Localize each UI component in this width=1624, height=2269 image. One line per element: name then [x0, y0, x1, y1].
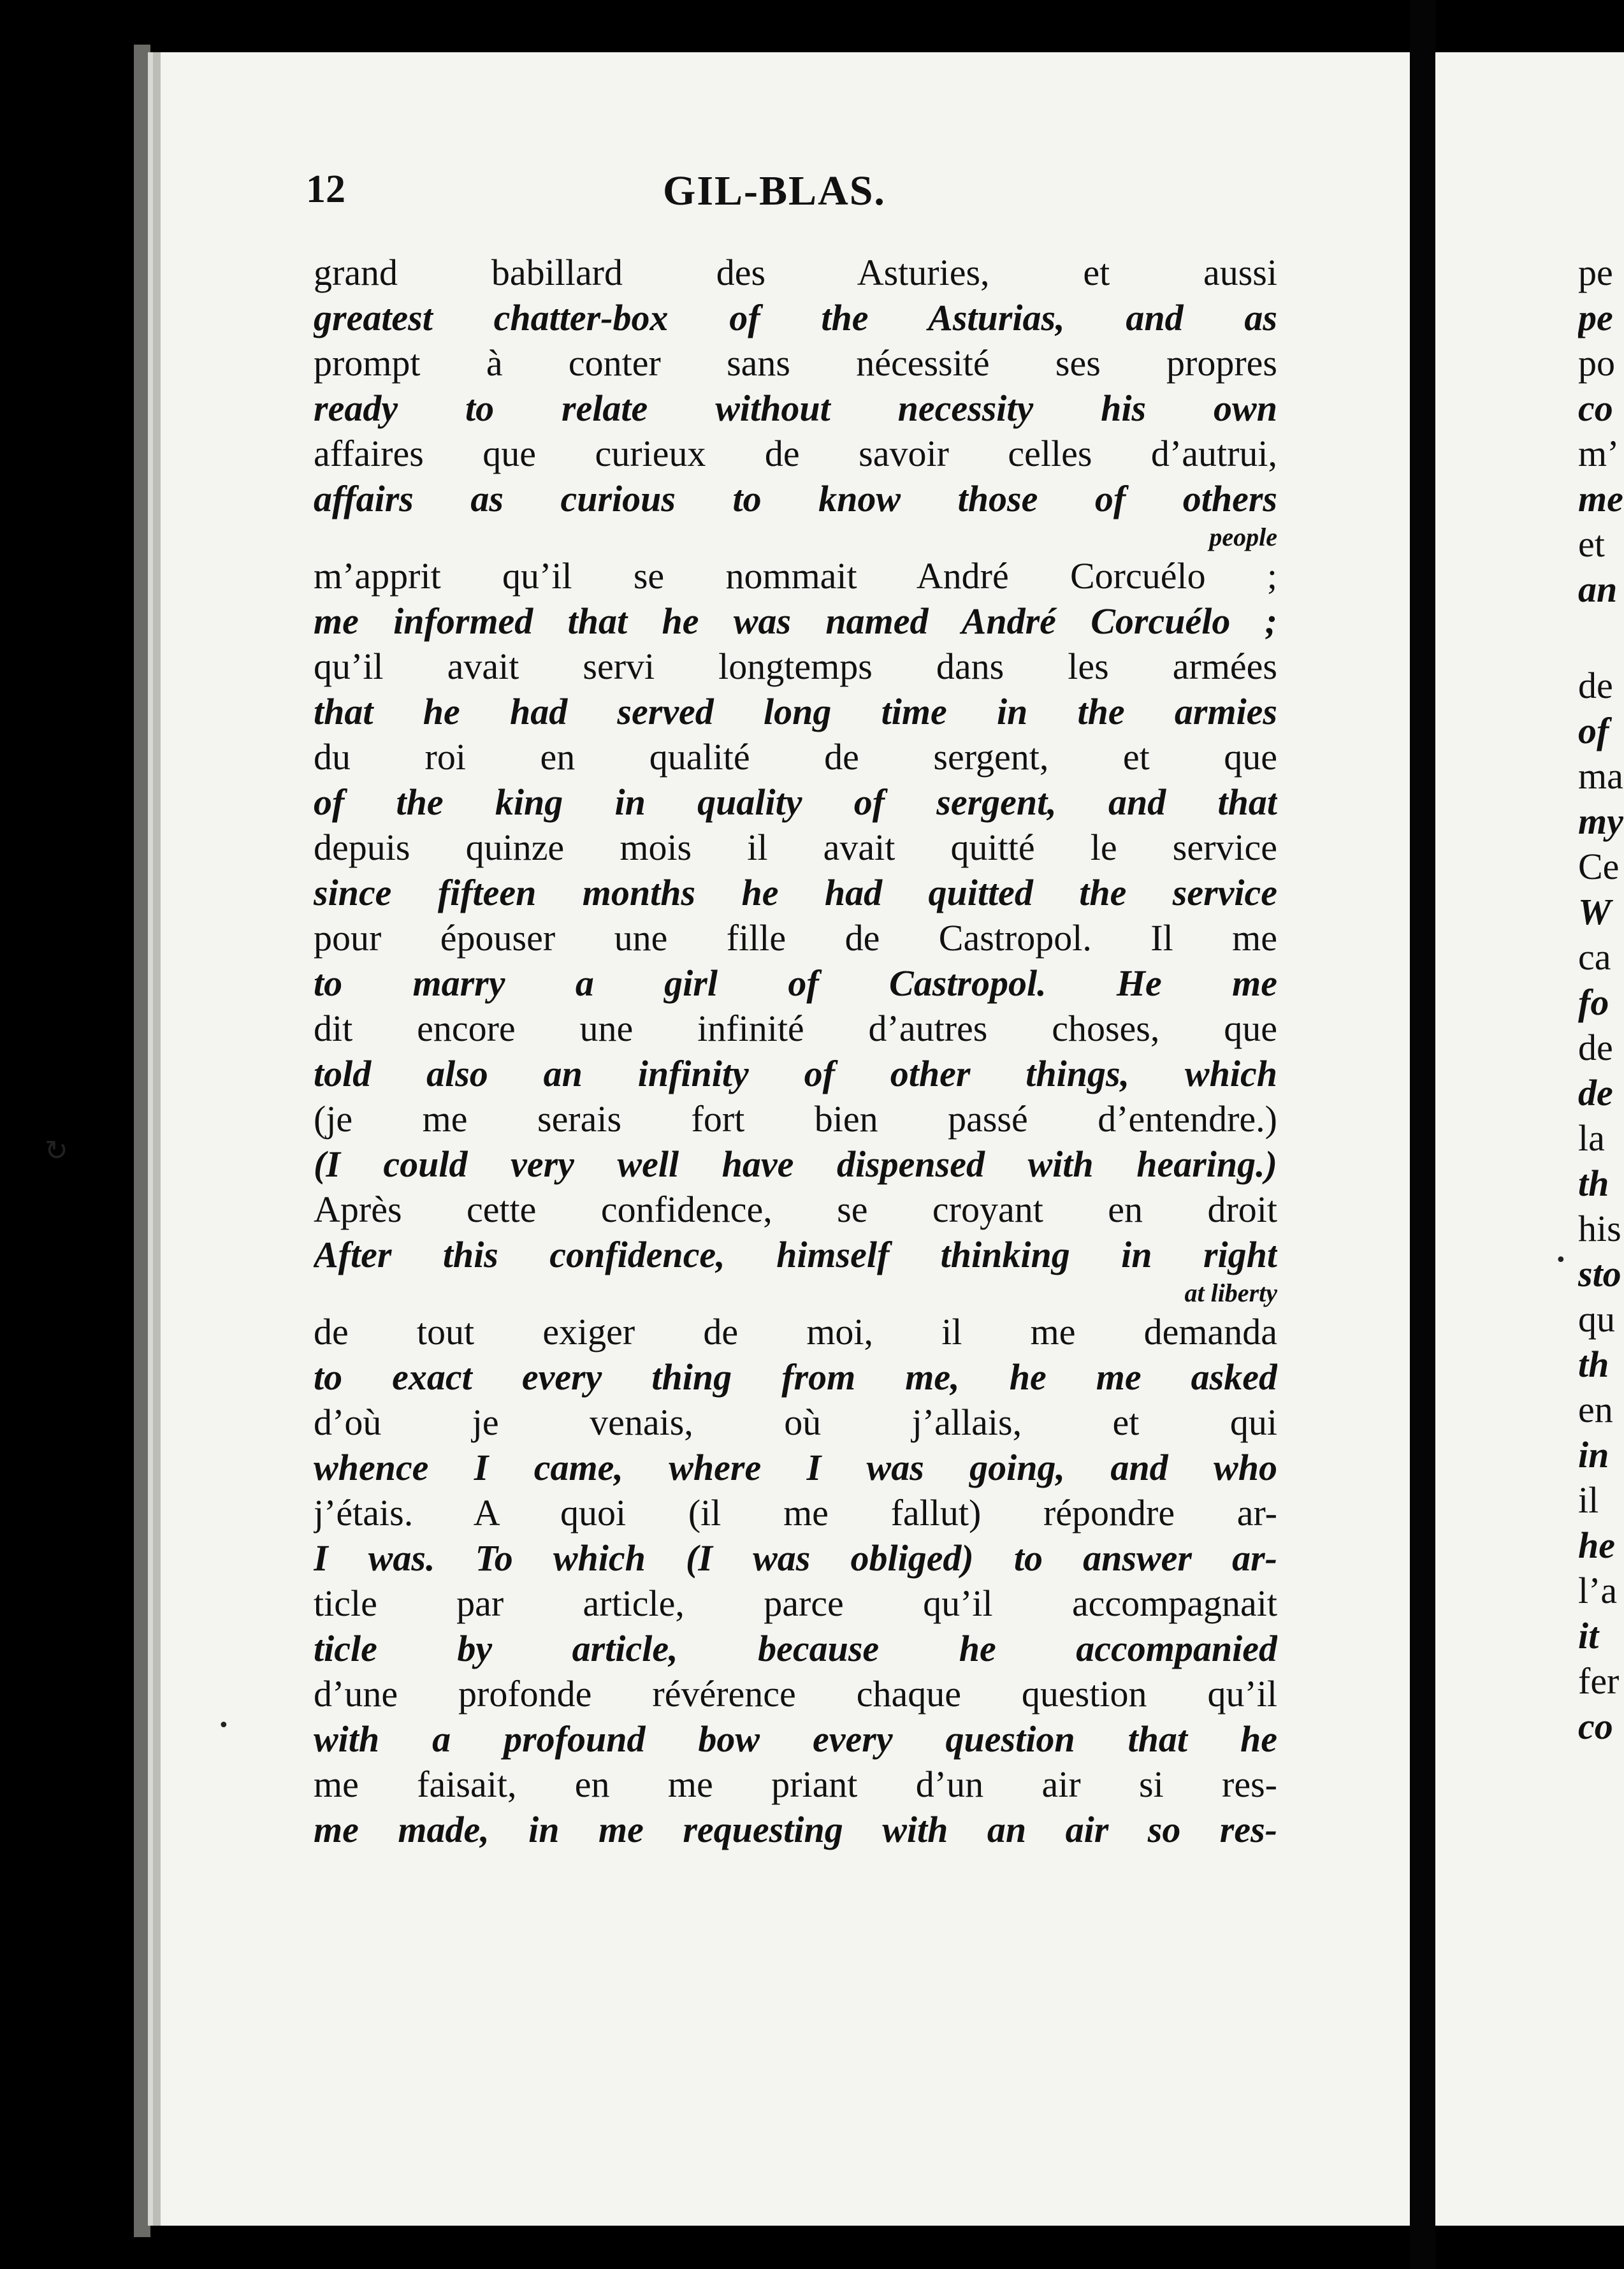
- facing-page-fragment: m’: [1578, 433, 1620, 474]
- facing-page-fragment: po: [1578, 342, 1615, 384]
- marginal-gloss: at liberty: [1184, 1279, 1277, 1307]
- facing-page-fragment: ca: [1578, 936, 1611, 978]
- french-line: d’où je venais, où j’allais, et qui: [314, 1402, 1277, 1443]
- english-gloss-line: to exact every thing from me, he me asked: [314, 1356, 1277, 1398]
- facing-page-text-fragments: [1578, 250, 1624, 1749]
- facing-page-fragment: it: [1578, 1615, 1599, 1656]
- french-line: qu’il avait servi longtemps dans les armées: [314, 646, 1277, 687]
- english-gloss-line: ticle by article, because he accompanied: [314, 1628, 1277, 1669]
- french-line: affaires que curieux de savoir celles d’autrui,: [314, 433, 1277, 474]
- facing-page-fragment: il: [1578, 1479, 1599, 1521]
- running-title: GIL-BLAS.: [663, 168, 886, 214]
- margin-mark: •: [1555, 1249, 1567, 1272]
- page-gutter: [1410, 0, 1435, 2269]
- english-gloss-line: to marry a girl of Castropol. He me: [314, 962, 1277, 1004]
- french-line: pour épouser une fille de Castropol. Il me: [314, 917, 1277, 959]
- english-gloss-line: that he had served long time in the armies: [314, 691, 1277, 732]
- facing-page-fragment: l’a: [1578, 1570, 1618, 1611]
- french-line: depuis quinze mois il avait quitté le service: [314, 827, 1277, 868]
- facing-page-fragment: fo: [1578, 982, 1609, 1023]
- english-gloss-line: whence I came, where I was going, and who: [314, 1447, 1277, 1488]
- facing-page-fragment: of: [1578, 710, 1609, 751]
- facing-page-fragment: th: [1578, 1163, 1609, 1204]
- french-line: ticle par article, parce qu’il accompagnait: [314, 1583, 1277, 1624]
- facing-page-fragment: qu: [1578, 1298, 1615, 1340]
- french-line: me faisait, en me priant d’un air si res-: [314, 1764, 1277, 1805]
- facing-page-fragment: Ce: [1578, 846, 1620, 887]
- facing-page-fragment: de: [1578, 1027, 1613, 1068]
- facing-page-fragment: an: [1578, 569, 1618, 610]
- facing-page-fragment: [1578, 612, 1624, 663]
- english-gloss-line: After this confidence, himself thinking in right: [314, 1234, 1277, 1275]
- facing-page-fragment: me: [1578, 478, 1623, 519]
- facing-page-fragment: ma: [1578, 755, 1623, 797]
- english-gloss-line: greatest chatter-box of the Asturias, and as: [314, 297, 1277, 338]
- french-line: d’une profonde révérence chaque question qu’il: [314, 1673, 1277, 1714]
- french-line: grand babillard des Asturies, et aussi: [314, 252, 1277, 293]
- facing-page-fragment: de: [1578, 665, 1613, 706]
- french-line: dit encore une infinité d’autres choses, que: [314, 1008, 1277, 1049]
- facing-page-fragment: his: [1578, 1208, 1621, 1249]
- facing-page-fragment: en: [1578, 1389, 1613, 1430]
- english-gloss-line: told also an infinity of other things, which: [314, 1053, 1277, 1094]
- french-line: du roi en qualité de sergent, et que: [314, 736, 1277, 778]
- facing-page-fragment: co: [1578, 388, 1613, 429]
- french-line: prompt à conter sans nécessité ses propres: [314, 342, 1277, 384]
- facing-page-fragment: W: [1578, 891, 1611, 932]
- interlinear-text: [314, 250, 1277, 1852]
- facing-page-fragment: sto: [1578, 1253, 1621, 1294]
- facing-page-fragment: my: [1578, 801, 1623, 842]
- english-gloss-line: affairs as curious to know those of others: [314, 478, 1277, 519]
- english-gloss-line: of the king in quality of sergent, and that: [314, 781, 1277, 823]
- facing-page-fragment: pe: [1578, 252, 1613, 293]
- margin-mark: •: [218, 1714, 229, 1737]
- english-gloss-line: with a profound bow every question that he: [314, 1718, 1277, 1760]
- margin-mark: ↻: [45, 1134, 68, 1167]
- page-header: [306, 167, 1275, 218]
- facing-page-fragment: la: [1578, 1117, 1605, 1159]
- english-gloss-line: (I could very well have dispensed with hearing.): [314, 1143, 1277, 1185]
- english-gloss-line: ready to relate without necessity his own: [314, 388, 1277, 429]
- french-line: m’apprit qu’il se nommait André Corcuélo ;: [314, 555, 1277, 597]
- facing-page-fragment: in: [1578, 1434, 1609, 1475]
- french-line: j’étais. A quoi (il me fallut) répondre ar-: [314, 1492, 1277, 1533]
- french-line: Après cette confidence, se croyant en droit: [314, 1189, 1277, 1230]
- english-gloss-line: I was. To which (I was obliged) to answer ar-: [314, 1537, 1277, 1579]
- french-line: (je me serais fort bien passé d’entendre.): [314, 1098, 1277, 1140]
- facing-page-fragment: fer: [1578, 1660, 1620, 1702]
- page-number: 12: [306, 168, 345, 211]
- english-gloss-line: since fifteen months he had quitted the service: [314, 872, 1277, 913]
- english-gloss-line: me informed that he was named André Corcuélo ;: [314, 600, 1277, 642]
- marginal-gloss: people: [1209, 523, 1277, 551]
- facing-page-fragment: et: [1578, 523, 1605, 565]
- facing-page-fragment: he: [1578, 1525, 1615, 1566]
- facing-page-fragment: th: [1578, 1344, 1609, 1385]
- facing-page-fragment: pe: [1578, 297, 1613, 338]
- english-gloss-line: me made, in me requesting with an air so res-: [314, 1809, 1277, 1850]
- facing-page-fragment: co: [1578, 1706, 1613, 1747]
- facing-page-fragment: de: [1578, 1072, 1613, 1113]
- french-line: de tout exiger de moi, il me demanda: [314, 1311, 1277, 1352]
